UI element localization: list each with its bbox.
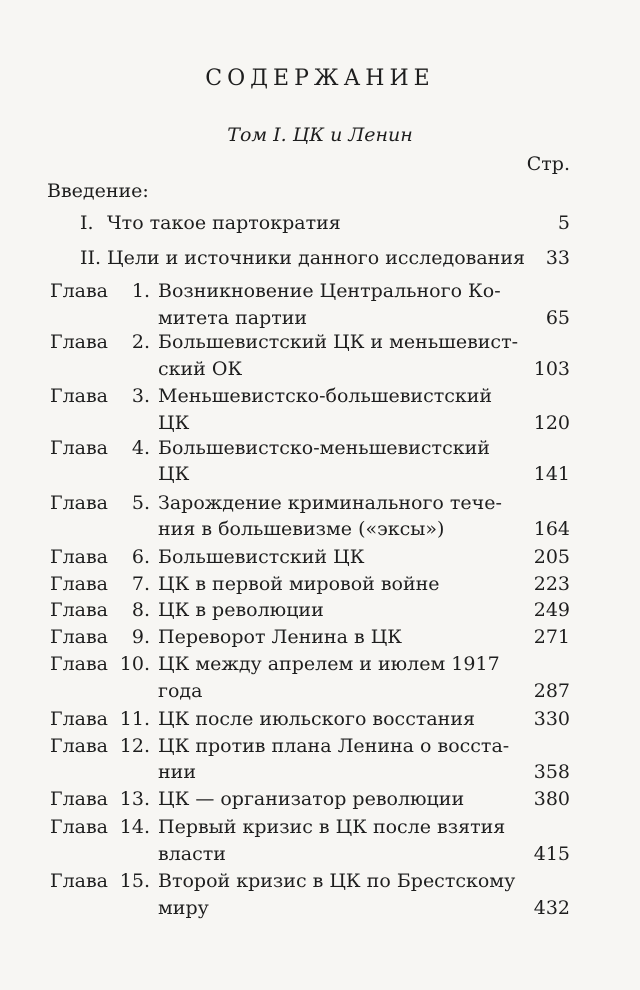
- chapter-page: 164: [533, 518, 570, 540]
- chapter-number: 8.: [131, 599, 150, 621]
- chapter-entry: [0, 733, 640, 760]
- intro-item-title: Цели и источники данного исследования: [107, 247, 525, 269]
- chapter-title-continued: ЦК: [158, 463, 190, 485]
- intro-item: [0, 245, 640, 272]
- intro-item-page: 33: [545, 247, 570, 269]
- chapter-title: Большевистский ЦК и меньшевист-: [158, 331, 519, 353]
- chapter-page: 103: [533, 358, 570, 380]
- chapter-number: 12.: [119, 735, 150, 757]
- chapter-label: Глава: [50, 599, 109, 621]
- chapter-entry-continued: [0, 841, 640, 868]
- chapter-entry: [0, 383, 640, 410]
- chapter-entry: [0, 868, 640, 895]
- chapter-title: Меньшевистско-большевистский: [158, 385, 493, 407]
- chapter-entry-continued: [0, 516, 640, 543]
- chapter-number: 13.: [119, 788, 150, 810]
- chapter-title-continued: власти: [158, 843, 226, 865]
- chapter-title-continued: ский ОК: [158, 358, 243, 380]
- chapter-number: 2.: [131, 331, 150, 353]
- chapter-number: 7.: [131, 573, 150, 595]
- chapter-label: Глава: [50, 653, 109, 675]
- intro-item-title: Что такое партократия: [107, 212, 341, 234]
- chapter-number: 5.: [131, 492, 150, 514]
- chapter-entry-continued: [0, 461, 640, 488]
- chapter-entry: [0, 544, 640, 571]
- chapter-entry-continued: [0, 759, 640, 786]
- introduction-label: Введение:: [47, 180, 149, 202]
- chapter-title: Зарождение криминального тече-: [158, 492, 502, 514]
- chapter-title: ЦК в революции: [158, 599, 324, 621]
- chapter-page: 415: [533, 843, 570, 865]
- chapter-title-continued: нии: [158, 761, 196, 783]
- chapter-page: 205: [533, 546, 570, 568]
- chapter-title: Большевистско-меньшевистский: [158, 437, 490, 459]
- chapter-title-continued: митета партии: [158, 307, 308, 329]
- chapter-label: Глава: [50, 492, 109, 514]
- chapter-title: Большевистский ЦК: [158, 546, 365, 568]
- chapter-title: Второй кризис в ЦК по Брестскому: [158, 870, 516, 892]
- chapter-entry: [0, 329, 640, 356]
- chapter-label: Глава: [50, 331, 109, 353]
- chapter-number: 15.: [119, 870, 150, 892]
- chapter-label: Глава: [50, 385, 109, 407]
- chapter-entry-continued: [0, 410, 640, 437]
- chapter-number: 11.: [119, 708, 150, 730]
- chapter-entry: [0, 571, 640, 598]
- chapter-entry: [0, 814, 640, 841]
- page-column-label: Стр.: [526, 153, 570, 175]
- chapter-title-continued: ния в большевизме («эксы»): [158, 518, 445, 540]
- chapter-number: 6.: [131, 546, 150, 568]
- chapter-entry-continued: [0, 895, 640, 922]
- chapter-number: 3.: [131, 385, 150, 407]
- chapter-entry-continued: [0, 356, 640, 383]
- chapter-entry: [0, 597, 640, 624]
- chapter-page: 271: [533, 626, 570, 648]
- chapter-entry-continued: [0, 678, 640, 705]
- intro-item-page: 5: [557, 212, 570, 234]
- chapter-title: ЦК в первой мировой войне: [158, 573, 440, 595]
- chapter-page: 287: [533, 680, 570, 702]
- chapter-title: Переворот Ленина в ЦК: [158, 626, 402, 648]
- chapter-page: 249: [533, 599, 570, 621]
- chapter-number: 14.: [119, 816, 150, 838]
- chapter-page: 330: [533, 708, 570, 730]
- chapter-title-continued: миру: [158, 897, 209, 919]
- chapter-label: Глава: [50, 573, 109, 595]
- chapter-entry: [0, 490, 640, 517]
- chapter-page: 432: [533, 897, 570, 919]
- chapter-title: ЦК против плана Ленина о восста-: [158, 735, 510, 757]
- chapter-page: 358: [533, 761, 570, 783]
- chapter-label: Глава: [50, 546, 109, 568]
- chapter-page: 141: [533, 463, 570, 485]
- chapter-page: 380: [533, 788, 570, 810]
- chapter-label: Глава: [50, 816, 109, 838]
- chapter-label: Глава: [50, 788, 109, 810]
- chapter-label: Глава: [50, 280, 109, 302]
- chapter-label: Глава: [50, 626, 109, 648]
- chapter-entry: [0, 651, 640, 678]
- chapter-title: ЦК — организатор революции: [158, 788, 465, 810]
- chapter-number: 9.: [131, 626, 150, 648]
- chapter-page: 223: [533, 573, 570, 595]
- chapter-entry-continued: [0, 305, 640, 332]
- chapter-number: 4.: [131, 437, 150, 459]
- chapter-entry: [0, 435, 640, 462]
- intro-item-number: II.: [80, 247, 102, 269]
- chapter-title: ЦК после июльского восстания: [158, 708, 475, 730]
- chapter-entry: [0, 624, 640, 651]
- chapter-title: Первый кризис в ЦК после взятия: [158, 816, 506, 838]
- chapter-page: 65: [545, 307, 570, 329]
- chapter-title-continued: года: [158, 680, 203, 702]
- chapter-number: 10.: [119, 653, 150, 675]
- chapter-label: Глава: [50, 870, 109, 892]
- chapter-number: 1.: [131, 280, 150, 302]
- chapter-title: Возникновение Центрального Ко-: [158, 280, 501, 302]
- chapter-page: 120: [533, 412, 570, 434]
- volume-title: Том I. ЦК и Ленин: [227, 124, 413, 146]
- chapter-entry: [0, 786, 640, 813]
- chapter-entry: [0, 278, 640, 305]
- intro-item: [0, 210, 640, 237]
- chapter-title: ЦК между апрелем и июлем 1917: [158, 653, 500, 675]
- chapter-title-continued: ЦК: [158, 412, 190, 434]
- chapter-label: Глава: [50, 735, 109, 757]
- chapter-label: Глава: [50, 437, 109, 459]
- chapter-label: Глава: [50, 708, 109, 730]
- intro-item-number: I.: [80, 212, 94, 234]
- chapter-entry: [0, 706, 640, 733]
- contents-title: СОДЕРЖАНИЕ: [205, 66, 435, 91]
